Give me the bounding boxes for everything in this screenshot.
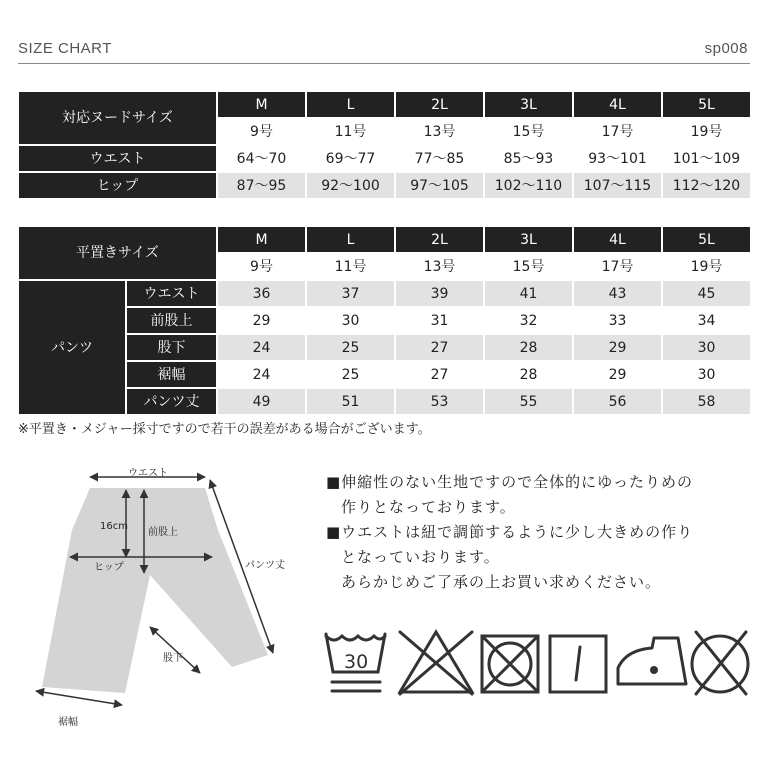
inseam-label: 股下 [163, 653, 183, 664]
description-line: ■ウエストは紐で調節するように少し大きめの作り [326, 523, 694, 541]
row-label: 股下 [127, 335, 216, 360]
value-cell: 32 [485, 308, 572, 333]
value-cell: 27 [396, 362, 483, 387]
size-header: 3L [485, 227, 572, 252]
nude-table-title: 対応ヌードサイズ [19, 92, 216, 144]
value-cell: 30 [663, 362, 750, 387]
value-cell: 45 [663, 281, 750, 306]
size-header: L [307, 227, 394, 252]
table-row [19, 173, 750, 198]
value-cell: 39 [396, 281, 483, 306]
value-cell: 101～109 [663, 146, 750, 171]
value-cell: 107～115 [574, 173, 661, 198]
shorts-shape [42, 488, 268, 693]
table-row [19, 146, 750, 171]
size-number: 13号 [396, 254, 483, 279]
value-cell: 33 [574, 308, 661, 333]
value-cell: 69～77 [307, 146, 394, 171]
value-cell: 97～105 [396, 173, 483, 198]
table-row [19, 281, 750, 306]
value-cell: 64～70 [218, 146, 305, 171]
value-cell: 30 [307, 308, 394, 333]
size-number: 17号 [574, 254, 661, 279]
value-cell: 41 [485, 281, 572, 306]
size-header: 2L [396, 227, 483, 252]
care-icons [318, 622, 758, 702]
value-cell: 55 [485, 389, 572, 414]
value-cell: 29 [574, 335, 661, 360]
value-cell: 56 [574, 389, 661, 414]
size-header: M [218, 227, 305, 252]
description-line: あらかじめご了承の上お買い求めください。 [341, 573, 662, 591]
value-cell: 29 [574, 362, 661, 387]
value-cell: 49 [218, 389, 305, 414]
value-cell: 36 [218, 281, 305, 306]
size-number: 13号 [396, 119, 483, 144]
value-cell: 34 [663, 308, 750, 333]
description-line: 作りとなっております。 [341, 498, 516, 516]
row-label: パンツ丈 [127, 389, 216, 414]
value-cell: 53 [396, 389, 483, 414]
row-label: ウエスト [127, 281, 216, 306]
size-header: 5L [663, 92, 750, 117]
value-cell: 43 [574, 281, 661, 306]
length-label: パンツ丈 [245, 560, 285, 571]
table-row [19, 335, 750, 360]
chart-title: SIZE CHART [18, 40, 112, 57]
value-cell: 24 [218, 335, 305, 360]
measurement-note: ※平置き・メジャー採寸ですので若干の誤差がある場合がございます。 [18, 422, 431, 437]
hem-arrow [36, 691, 122, 705]
value-cell: 85～93 [485, 146, 572, 171]
value-cell: 51 [307, 389, 394, 414]
value-cell: 29 [218, 308, 305, 333]
no-tumble-dry-icon [482, 636, 538, 692]
size-number: 15号 [485, 119, 572, 144]
size-header: L [307, 92, 394, 117]
size-number: 15号 [485, 254, 572, 279]
size-header: 5L [663, 227, 750, 252]
no-dry-clean-icon [692, 632, 748, 694]
value-cell: 27 [396, 335, 483, 360]
size-header: M [218, 92, 305, 117]
flat-table-title: 平置きサイズ [19, 227, 216, 279]
value-cell: 87～95 [218, 173, 305, 198]
value-cell: 102～110 [485, 173, 572, 198]
value-cell: 24 [218, 362, 305, 387]
description-line: ■伸縮性のない生地ですので全体的にゆったりめの [326, 473, 694, 491]
inseam-arrow [150, 627, 200, 673]
size-header: 4L [574, 92, 661, 117]
table-row [19, 389, 750, 414]
size-number: 19号 [663, 254, 750, 279]
value-cell: 93～101 [574, 146, 661, 171]
value-cell: 28 [485, 362, 572, 387]
value-cell: 58 [663, 389, 750, 414]
shorts-diagram [0, 455, 300, 755]
size-number: 17号 [574, 119, 661, 144]
size-header: 2L [396, 92, 483, 117]
waist-label: ウエスト [128, 468, 168, 479]
iron-low-icon [618, 638, 686, 684]
value-cell: 25 [307, 335, 394, 360]
row-label: ヒップ [19, 173, 216, 198]
product-description [326, 470, 693, 595]
header-divider [18, 63, 750, 64]
nude-size-table [17, 90, 752, 200]
line-dry-icon [550, 636, 606, 692]
hip-label: ヒップ [94, 562, 124, 573]
description-line: となっていおります。 [341, 548, 500, 566]
hem-label: 裾幅 [58, 717, 78, 728]
rise-cm-label: 16cm [100, 521, 128, 532]
flat-size-table [17, 225, 752, 416]
value-cell: 92～100 [307, 173, 394, 198]
value-cell: 25 [307, 362, 394, 387]
size-header: 4L [574, 227, 661, 252]
rise-label: 前股上 [148, 527, 178, 538]
wash-30-icon [326, 634, 385, 691]
value-cell: 37 [307, 281, 394, 306]
product-code: sp008 [704, 40, 748, 57]
row-label: 前股上 [127, 308, 216, 333]
row-label: 裾幅 [127, 362, 216, 387]
value-cell: 77～85 [396, 146, 483, 171]
size-number: 9号 [218, 119, 305, 144]
table-row [19, 362, 750, 387]
size-number: 9号 [218, 254, 305, 279]
size-number: 11号 [307, 254, 394, 279]
no-bleach-icon [400, 632, 472, 694]
value-cell: 28 [485, 335, 572, 360]
size-number: 11号 [307, 119, 394, 144]
size-number: 19号 [663, 119, 750, 144]
group-label: パンツ [19, 281, 125, 414]
value-cell: 30 [663, 335, 750, 360]
value-cell: 112～120 [663, 173, 750, 198]
table-row [19, 308, 750, 333]
wash-temp: 30 [344, 651, 369, 673]
value-cell: 31 [396, 308, 483, 333]
row-label: ウエスト [19, 146, 216, 171]
size-header: 3L [485, 92, 572, 117]
